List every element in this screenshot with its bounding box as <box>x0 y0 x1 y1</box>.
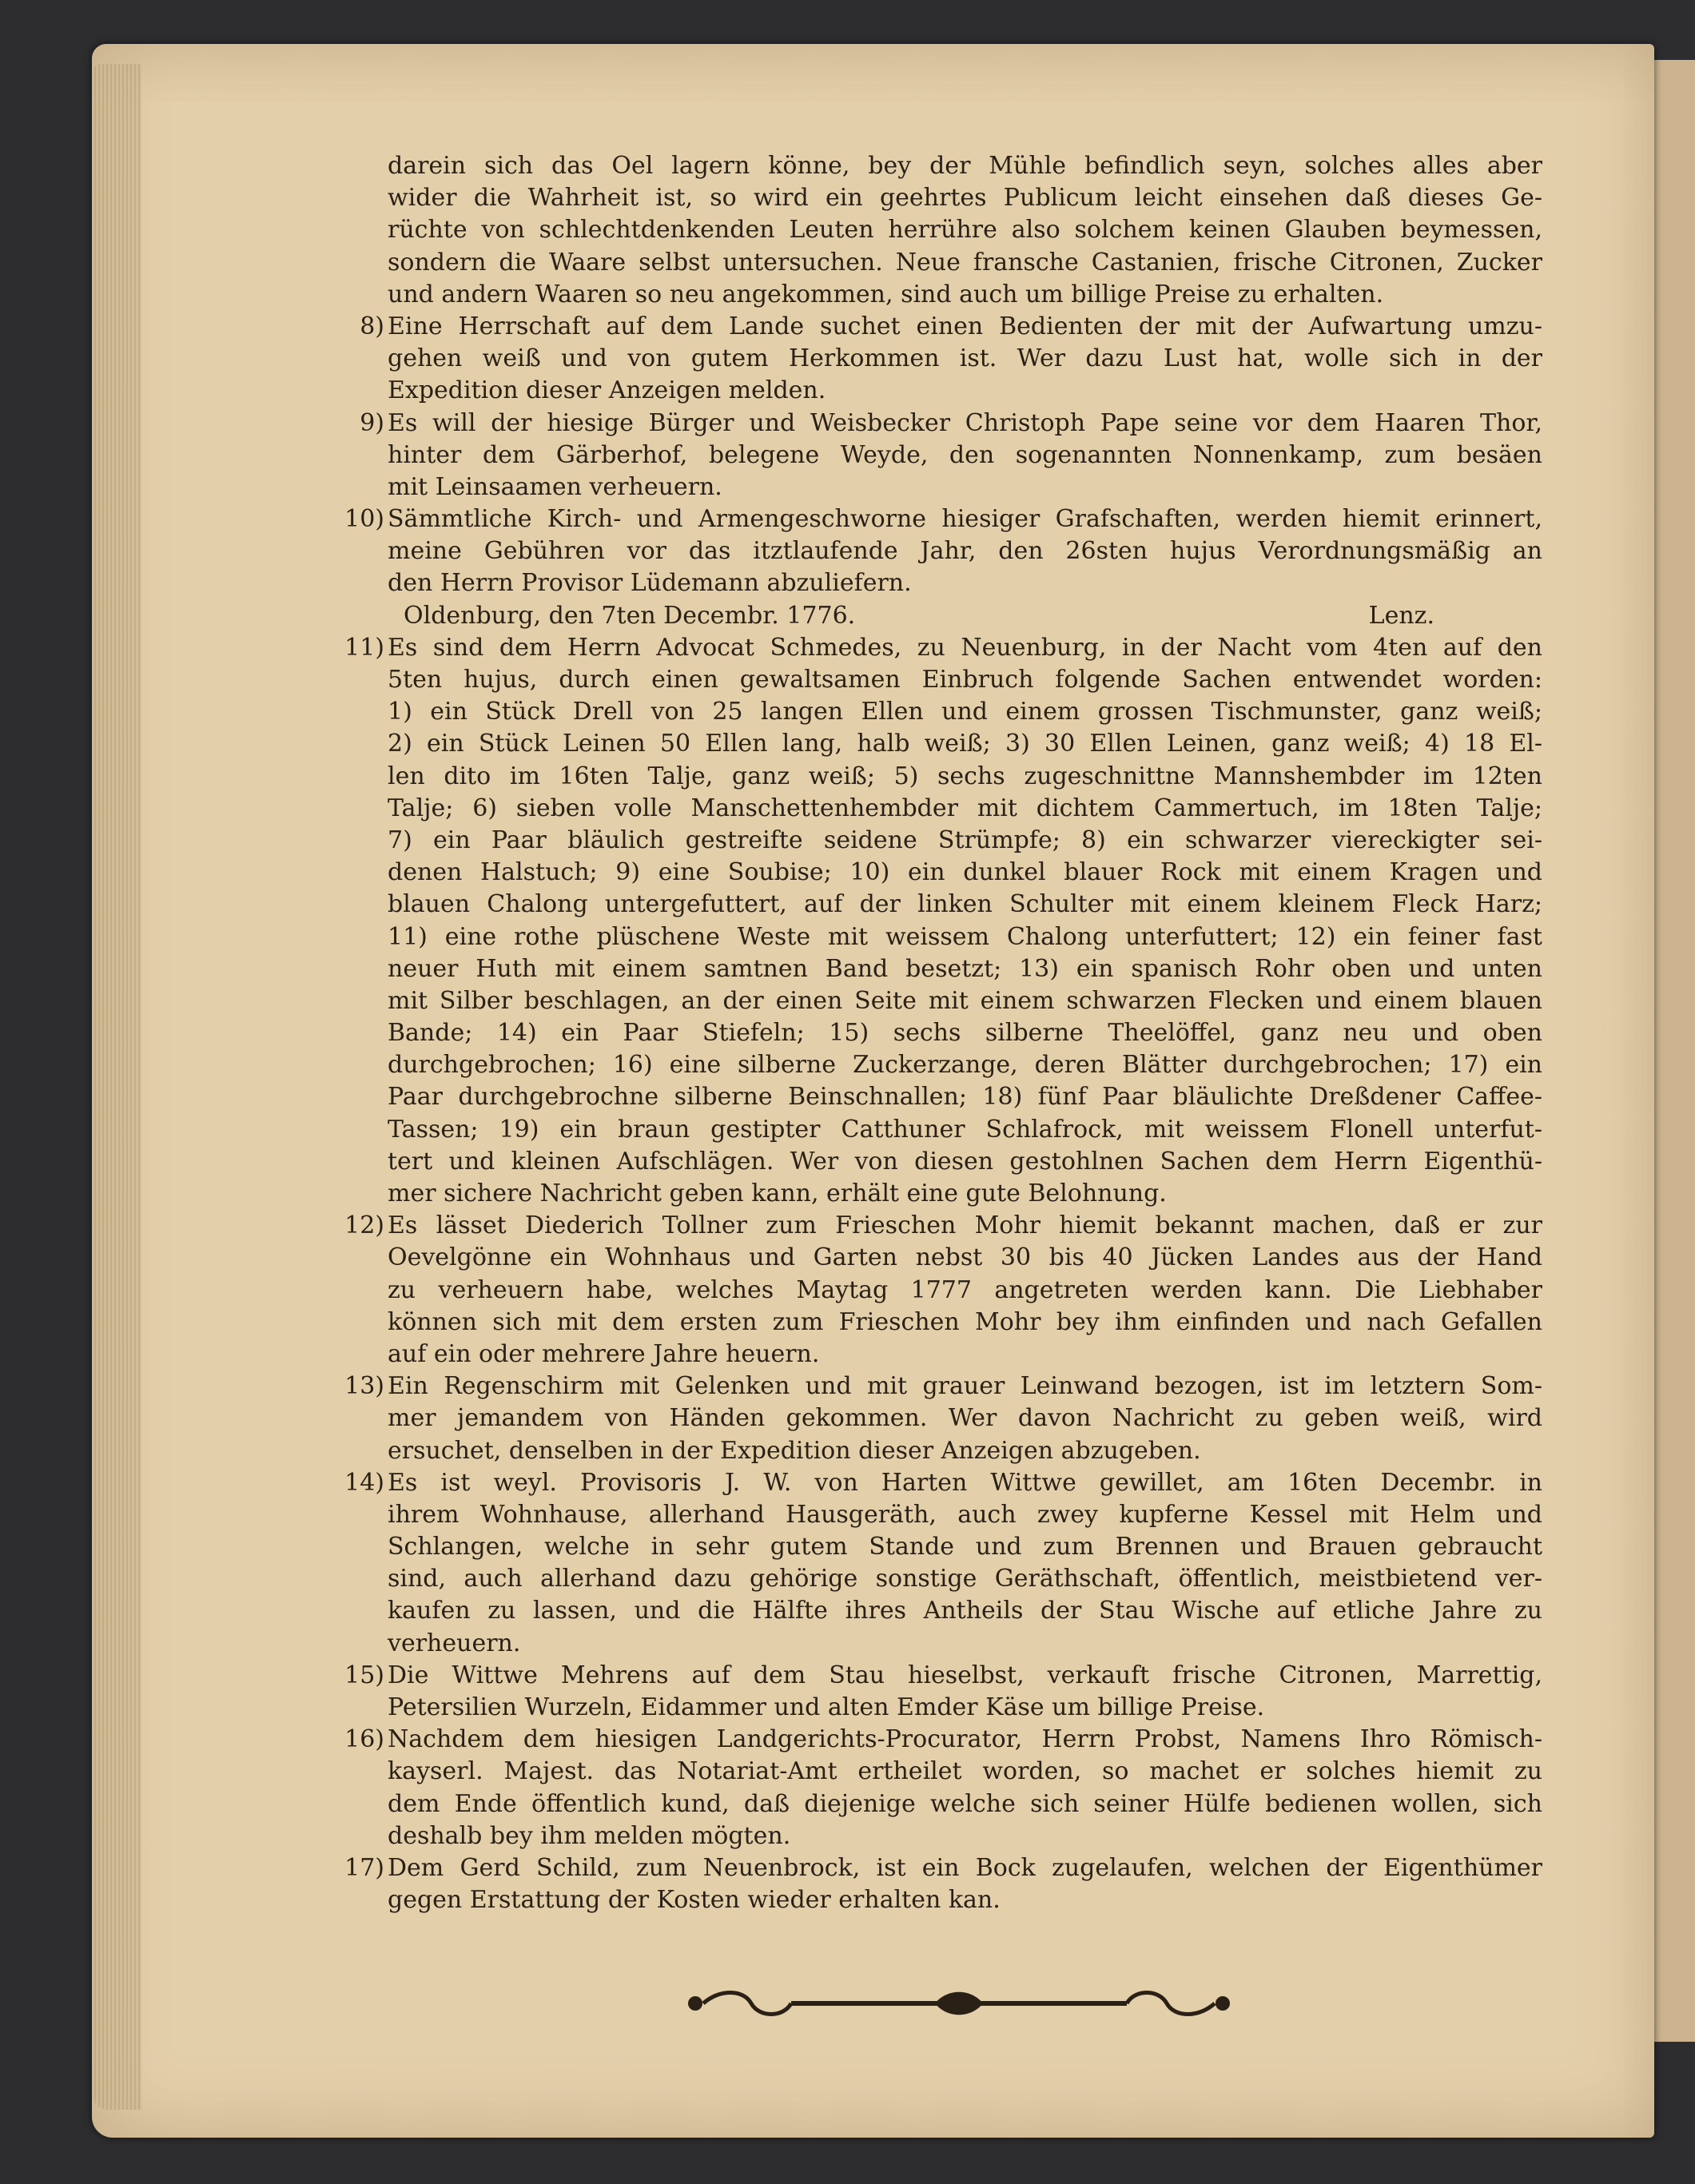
place-date: Oldenburg, den 7ten Decembr. 1776. <box>404 601 856 630</box>
text-line: Talje; 6) sieben volle Manschettenhembder mit dichtem Cammertuch, im 18ten Talje; <box>388 794 1542 822</box>
signature: Lenz. <box>1368 601 1434 630</box>
notice-14 <box>344 1467 1542 1660</box>
text-line: Eine Herrschaft auf dem Lande suchet einen Bedienten der mit der Aufwartung umzu- <box>388 312 1542 340</box>
lead-paragraph <box>388 150 1542 311</box>
text-line: Petersilien Wurzeln, Eidammer und alten Emder Käse um billige Preise. <box>388 1693 1265 1721</box>
notice-8 <box>360 311 1542 408</box>
text-line: und andern Waaren so neu angekommen, sind auch um billige Preise zu erhalten. <box>388 280 1384 308</box>
text-line: können sich mit dem ersten zum Frieschen Mohr bey ihm einfinden und nach Gefallen <box>388 1307 1542 1336</box>
text-line: mit Leinsaamen verheuern. <box>388 472 722 501</box>
text-line: ersuchet, denselben in der Expedition dieser Anzeigen abzugeben. <box>388 1436 1201 1465</box>
text-line: Es lässet Diederich Tollner zum Frieschen Mohr hiemit bekannt machen, daß er zur <box>388 1211 1542 1240</box>
text-line: Nachdem dem hiesigen Landgerichts-Procurator, Herrn Probst, Namens Ihro Römisch- <box>388 1725 1542 1754</box>
notice-number: 14) <box>344 1468 384 1497</box>
text-line: Paar durchgebrochne silberne Beinschnallen; 18) fünf Paar bläulichte Dreßdener Caffee- <box>388 1083 1542 1112</box>
tailpiece-ornament <box>671 1985 1247 2022</box>
notice-17 <box>344 1852 1542 1916</box>
text-line: deshalb bey ihm melden mögten. <box>388 1821 791 1850</box>
text-line: Die Wittwe Mehrens auf dem Stau hieselbst, verkauft frische Citronen, Marrettig, <box>388 1661 1542 1689</box>
text-line: Sämmtliche Kirch- und Armengeschworne hiesiger Grafschaften, werden hiemit erinnert, <box>388 505 1542 534</box>
notice-number: 17) <box>344 1853 384 1882</box>
text-line: den Herrn Provisor Lüdemann abzuliefern. <box>388 569 912 598</box>
text-line: Expedition dieser Anzeigen melden. <box>388 376 826 405</box>
text-line: gehen weiß und von gutem Herkommen ist. Wer dazu Lust hat, wolle sich in der <box>388 344 1542 373</box>
text-line: 11) eine rothe plüschene Weste mit weissem Chalong unterfuttert; 12) ein feiner fast <box>388 922 1542 951</box>
text-line: sondern die Waare selbst untersuchen. Neue fransche Castanien, frische Citronen, Zucker <box>388 248 1542 276</box>
page-text <box>344 150 1542 1916</box>
text-line: kaufen zu lassen, und die Hälfte ihres Antheils der Stau Wische auf etliche Jahre zu <box>388 1597 1542 1625</box>
notice-number: 10) <box>344 505 384 534</box>
text-line: mer jemandem von Händen gekommen. Wer davon Nachricht zu geben weiß, wird <box>388 1404 1542 1433</box>
text-line: zu verheuern habe, welches Maytag 1777 angetreten werden kann. Die Liebhaber <box>388 1275 1542 1304</box>
text-line: Es will der hiesige Bürger und Weisbecker Christoph Pape seine vor dem Haaren Thor, <box>388 408 1542 437</box>
text-line: Tassen; 19) ein braun gestipter Catthuner Schlafrock, mit weissem Flonell unterfut- <box>388 1115 1542 1144</box>
text-line: sind, auch allerhand dazu gehörige sonstige Geräthschaft, öffentlich, meistbietend ver- <box>388 1565 1542 1593</box>
text-line: hinter dem Gärberhof, belegene Weyde, den sogenannten Nonnenkamp, zum besäen <box>388 440 1542 469</box>
notice-number: 16) <box>344 1725 384 1754</box>
text-line: auf ein oder mehrere Jahre heuern. <box>388 1339 820 1368</box>
notice-number: 11) <box>344 633 384 662</box>
page-stack-edge <box>92 64 141 2110</box>
text-line: denen Halstuch; 9) eine Soubise; 10) ein dunkel blauer Rock mit einem Kragen und <box>388 858 1542 887</box>
text-line: Es sind dem Herrn Advocat Schmedes, zu Neuenburg, in der Nacht vom 4ten auf den <box>388 633 1542 662</box>
text-line: ihrem Wohnhause, allerhand Hausgeräth, auch zwey kupferne Kessel mit Helm und <box>388 1500 1542 1529</box>
notice-number: 12) <box>344 1211 384 1240</box>
notice-13 <box>344 1370 1542 1467</box>
text-line: Dem Gerd Schild, zum Neuenbrock, ist ein Bock zugelaufen, welchen der Eigenthümer <box>388 1853 1542 1882</box>
text-line: Es ist weyl. Provisoris J. W. von Harten Wittwe gewillet, am 16ten Decembr. in <box>388 1468 1542 1497</box>
text-line: mer sichere Nachricht geben kann, erhält eine gute Belohnung. <box>388 1180 1167 1207</box>
text-line: blauen Chalong untergefuttert, auf der linken Schulter mit einem kleinem Fleck Harz; <box>388 890 1542 919</box>
notice-number: 8) <box>360 312 384 340</box>
notice-12 <box>344 1210 1542 1370</box>
text-line: verheuern. <box>388 1629 521 1657</box>
notice-11 <box>344 632 1542 1210</box>
text-line: 2) ein Stück Leinen 50 Ellen lang, halb weiß; 3) 30 Ellen Leinen, ganz weiß; 4) 18 El- <box>388 730 1542 758</box>
notice-number: 13) <box>344 1372 384 1401</box>
text-line: Bande; 14) ein Paar Stiefeln; 15) sechs silberne Theelöffel, ganz neu und oben <box>388 1019 1542 1048</box>
text-line: 1) ein Stück Drell von 25 langen Ellen und einem grossen Tischmunster, ganz weiß; <box>388 698 1542 726</box>
text-line: Ein Regenschirm mit Gelenken und mit grauer Leinwand bezogen, ist im letztern Som- <box>388 1372 1542 1401</box>
text-line: len dito im 16ten Talje, ganz weiß; 5) sechs zugeschnittne Mannshembder im 12ten <box>388 762 1542 790</box>
text-line: kayserl. Majest. das Notariat-Amt ertheilet worden, so machet er solches hiemit zu <box>388 1757 1542 1786</box>
notice-number: 9) <box>360 408 384 437</box>
text-line: Oevelgönne ein Wohnhaus und Garten nebst 30 bis 40 Jücken Landes aus der Hand <box>388 1243 1542 1272</box>
text-line: mit Silber beschlagen, an der einen Seite mit einem schwarzen Flecken und einem blauen <box>388 986 1542 1015</box>
text-line: dem Ende öffentlich kund, daß diejenige welche sich seiner Hülfe bedienen wollen, sich <box>388 1789 1542 1818</box>
text-line: 7) ein Paar bläulich gestreifte seidene Strümpfe; 8) ein schwarzer viereckigter sei- <box>388 825 1542 854</box>
text-line: Schlangen, welche in sehr gutem Stande und zum Brennen und Brauen gebraucht <box>388 1533 1542 1561</box>
text-line: durchgebrochen; 16) eine silberne Zuckerzange, deren Blätter durchgebrochen; 17) ein <box>388 1051 1542 1080</box>
text-line: 5ten hujus, durch einen gewaltsamen Einbruch folgende Sachen entwendet worden: <box>388 666 1542 694</box>
notice-16 <box>344 1724 1542 1852</box>
dateline <box>388 600 1542 632</box>
text-line: gegen Erstattung der Kosten wieder erhalten kan. <box>388 1886 1001 1915</box>
notice-9 <box>360 408 1542 504</box>
text-line: darein sich das Oel lagern könne, bey der Mühle befindlich seyn, solches alles aber <box>388 152 1542 180</box>
text-line: rüchte von schlechtdenkenden Leuten herrühre also solchem keinen Glauben beymessen, <box>388 216 1542 245</box>
notice-number: 15) <box>344 1661 384 1689</box>
text-line: tert und kleinen Aufschlägen. Wer von diesen gestohlnen Sachen dem Herrn Eigenthü- <box>388 1147 1542 1176</box>
text-line: meine Gebühren vor das itztlaufende Jahr, den 26sten hujus Verordnungsmäßig an <box>388 537 1542 566</box>
notice-15 <box>344 1660 1542 1724</box>
text-line: wider die Wahrheit ist, so wird ein geehrtes Publicum leicht einsehen daß dieses Ge- <box>388 184 1542 213</box>
text-line: neuer Huth mit einem samtnen Band besetzt; 13) ein spanisch Rohr oben und unten <box>388 954 1542 983</box>
notice-10 <box>344 503 1542 600</box>
